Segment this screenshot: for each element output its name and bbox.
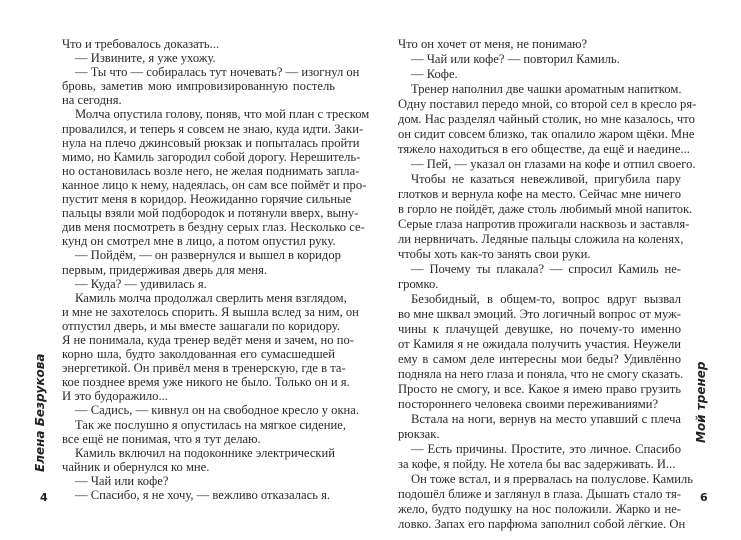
text-line: глотков и вернула кофе на место. Сейчас мне ничего: [398, 187, 681, 201]
paragraph: [62, 107, 370, 249]
text-line: Молча опустила голову, поняв, что мой план с треском: [75, 107, 370, 122]
text-line: в горло не пойдёт, даже столь любимый мной напиток.: [398, 202, 693, 216]
paragraph: [62, 51, 335, 65]
text-line: див меня посмотреть в бездну серых глаз. Несколько се-: [62, 220, 365, 235]
paragraph: [62, 37, 335, 51]
text-line: Камиль включил на подоконнике электрический: [75, 445, 336, 460]
text-line: отпустил дверь, и мы вместе зашагали по коридору.: [62, 318, 340, 333]
right-page-text: [398, 37, 697, 532]
page-number-right: 6: [700, 491, 708, 504]
text-line: ловко. Запах его парфюма заполнил собой лёгкие. Он: [398, 517, 686, 531]
text-line: дом. Нас разделял чайный столик, но мне казалось, что: [398, 112, 695, 126]
text-line: рюкзак.: [398, 427, 440, 441]
paragraph: [62, 248, 341, 277]
text-line: энергетикой. Он привёл меня в тренерскую, где в та-: [62, 361, 346, 376]
text-line: постороннего человека своими переживаниями?: [398, 397, 659, 411]
text-line: — Чай или кофе?: [75, 473, 169, 488]
paragraph: [62, 474, 335, 488]
text-line: за кофе, я пойду. Не хотела бы вас задерживать. И...: [398, 457, 676, 471]
text-line: первым, придерживая дверь для меня.: [62, 262, 268, 277]
text-line: Что и требовалось доказать...: [62, 37, 220, 51]
paragraph: [62, 65, 360, 108]
paragraph: [62, 277, 335, 291]
paragraph: [62, 446, 335, 474]
text-line: Он тоже встал, и я прервалась на полуслове. Камиль: [411, 472, 693, 486]
text-line: кунд он смотрел мне в лицо, а потом опустил руку.: [62, 234, 336, 249]
text-line: — Извините, я уже ухожу.: [75, 51, 216, 66]
text-line: жело, будто подушку на нос положили. Жарко и не-: [398, 502, 681, 516]
text-line: — Кофе.: [411, 67, 458, 81]
text-line: от Камиля я не ожидала получить участия. Неужели: [398, 337, 681, 351]
text-line: — Куда? — удивилась я.: [75, 276, 207, 291]
text-line: все ещё не понимая, что я тут делаю.: [62, 431, 261, 446]
text-line: и мне не захотелось спорить. Я вышла вслед за ним, он: [62, 304, 359, 319]
text-line: кое позднее время уже никого не было. Только он и я.: [62, 375, 350, 390]
text-line: подняла на него глаза и поняла, что не смогу сказать.: [398, 367, 684, 381]
text-line: Что он хочет от меня, не понимаю?: [398, 37, 588, 51]
paragraph: [398, 67, 681, 82]
text-line: И это будоражило...: [62, 389, 168, 404]
text-line: — Ты что — собиралась тут ночевать? — изогнул он: [75, 65, 360, 80]
text-line: Камиль молча продолжал сверлить меня взглядом,: [75, 290, 347, 305]
paragraph: [398, 157, 696, 172]
text-line: ему в самом деле интересны мои беды? Удивлённо: [398, 352, 681, 366]
paragraph: [62, 488, 335, 502]
text-line: но остановилась возле него, не желая поднимать запла-: [62, 163, 360, 178]
paragraph: [398, 172, 693, 262]
text-line: чайник и обернулся ко мне.: [62, 459, 210, 474]
text-line: — Есть причины. Простите, это личное. Спасибо: [411, 442, 681, 456]
text-line: подошёл ближе и заглянул в глаза. Дышать стало тя-: [398, 487, 681, 501]
paragraph: [398, 37, 681, 52]
text-line: Серые глаза напротив прожигали насквозь и заставля-: [398, 217, 690, 231]
page-number-left: 4: [40, 491, 48, 504]
text-line: Одну поставил передо мной, со второй сел в кресло ря-: [398, 97, 697, 111]
paragraph: [398, 262, 681, 292]
paragraph: [62, 403, 360, 418]
text-line: пальцы взяли мой подбородок и потянули вверх, выну-: [62, 206, 359, 221]
text-line: мимо, но Камиль загородил собой дорогу. Нерешитель-: [62, 149, 361, 164]
text-line: — Спасибо, я не хочу, — вежливо отказалась я.: [75, 488, 331, 502]
text-line: — Чай или кофе? — повторил Камиль.: [411, 52, 620, 66]
text-line: на сегодня.: [62, 93, 122, 108]
paragraph: [398, 472, 693, 532]
left-page-text: [62, 37, 370, 502]
text-line: чтобы хоть как-то занять свои руки.: [398, 247, 591, 261]
text-line: во мне шквал эмоций. Это логичный вопрос от муж-: [398, 307, 681, 321]
paragraph: [398, 412, 681, 442]
text-line: Просто не смогу, и все. Какое я имею право грузить: [398, 382, 681, 396]
running-head-author: Елена Безрукова: [33, 353, 47, 472]
text-line: — Пойдём, — он развернулся и вышел в коридор: [75, 248, 341, 263]
paragraph: [398, 442, 681, 472]
paragraph: [62, 417, 346, 446]
text-line: громко.: [398, 277, 439, 291]
text-line: корно шла, будто заколдованная его сумасшедшей: [62, 347, 335, 362]
text-line: — Пей, — указал он глазами на кофе и отпил своего.: [411, 157, 696, 171]
paragraph: [62, 290, 359, 404]
text-line: провалился, и теперь я совсем не знаю, куда идти. Заки-: [62, 121, 364, 136]
text-line: Безобидный, в общем-то, вопрос вдруг вызвал: [411, 292, 681, 306]
text-line: ли нервничать. Ледяные пальцы сложила на коленях,: [398, 232, 684, 246]
paragraph: [398, 52, 681, 67]
text-line: Тренер наполнил две чашки ароматным напитком.: [411, 82, 682, 96]
text-line: чины к плачущей девушке, но почему-то именно: [398, 322, 681, 336]
text-line: — Садись, — кивнул он на свободное кресло у окна.: [75, 403, 360, 418]
text-line: Чтобы не казаться невежливой, пригубила пару: [411, 172, 681, 186]
running-head-title: Мой тренер: [694, 361, 708, 443]
paragraph: [398, 292, 684, 412]
text-line: канное лицо к нему, надеялась, он сам все поймёт и про-: [62, 177, 367, 192]
text-line: бровь, заметив мою импровизированную постель: [62, 79, 335, 94]
text-line: Встала на ноги, вернув на место упавший с плеча: [411, 412, 681, 426]
text-line: Так же послушно я опустилась на мягкое сидение,: [75, 417, 346, 432]
text-line: пустит меня в коридор. Неожиданно горячие сильные: [62, 192, 352, 207]
paragraph: [398, 82, 697, 157]
text-line: нула на плечо джинсовый рюкзак и попыталась пройти: [62, 135, 360, 150]
text-line: тяжело находиться в его обществе, да ещё и наедине...: [398, 142, 690, 156]
text-line: — Почему ты плакала? — спросил Камиль не-: [411, 262, 681, 276]
text-line: он сидит совсем близко, так опалило жаром щёки. Мне: [398, 127, 695, 141]
text-line: Я не понимала, куда тренер ведёт меня и зачем, но по-: [62, 332, 354, 347]
